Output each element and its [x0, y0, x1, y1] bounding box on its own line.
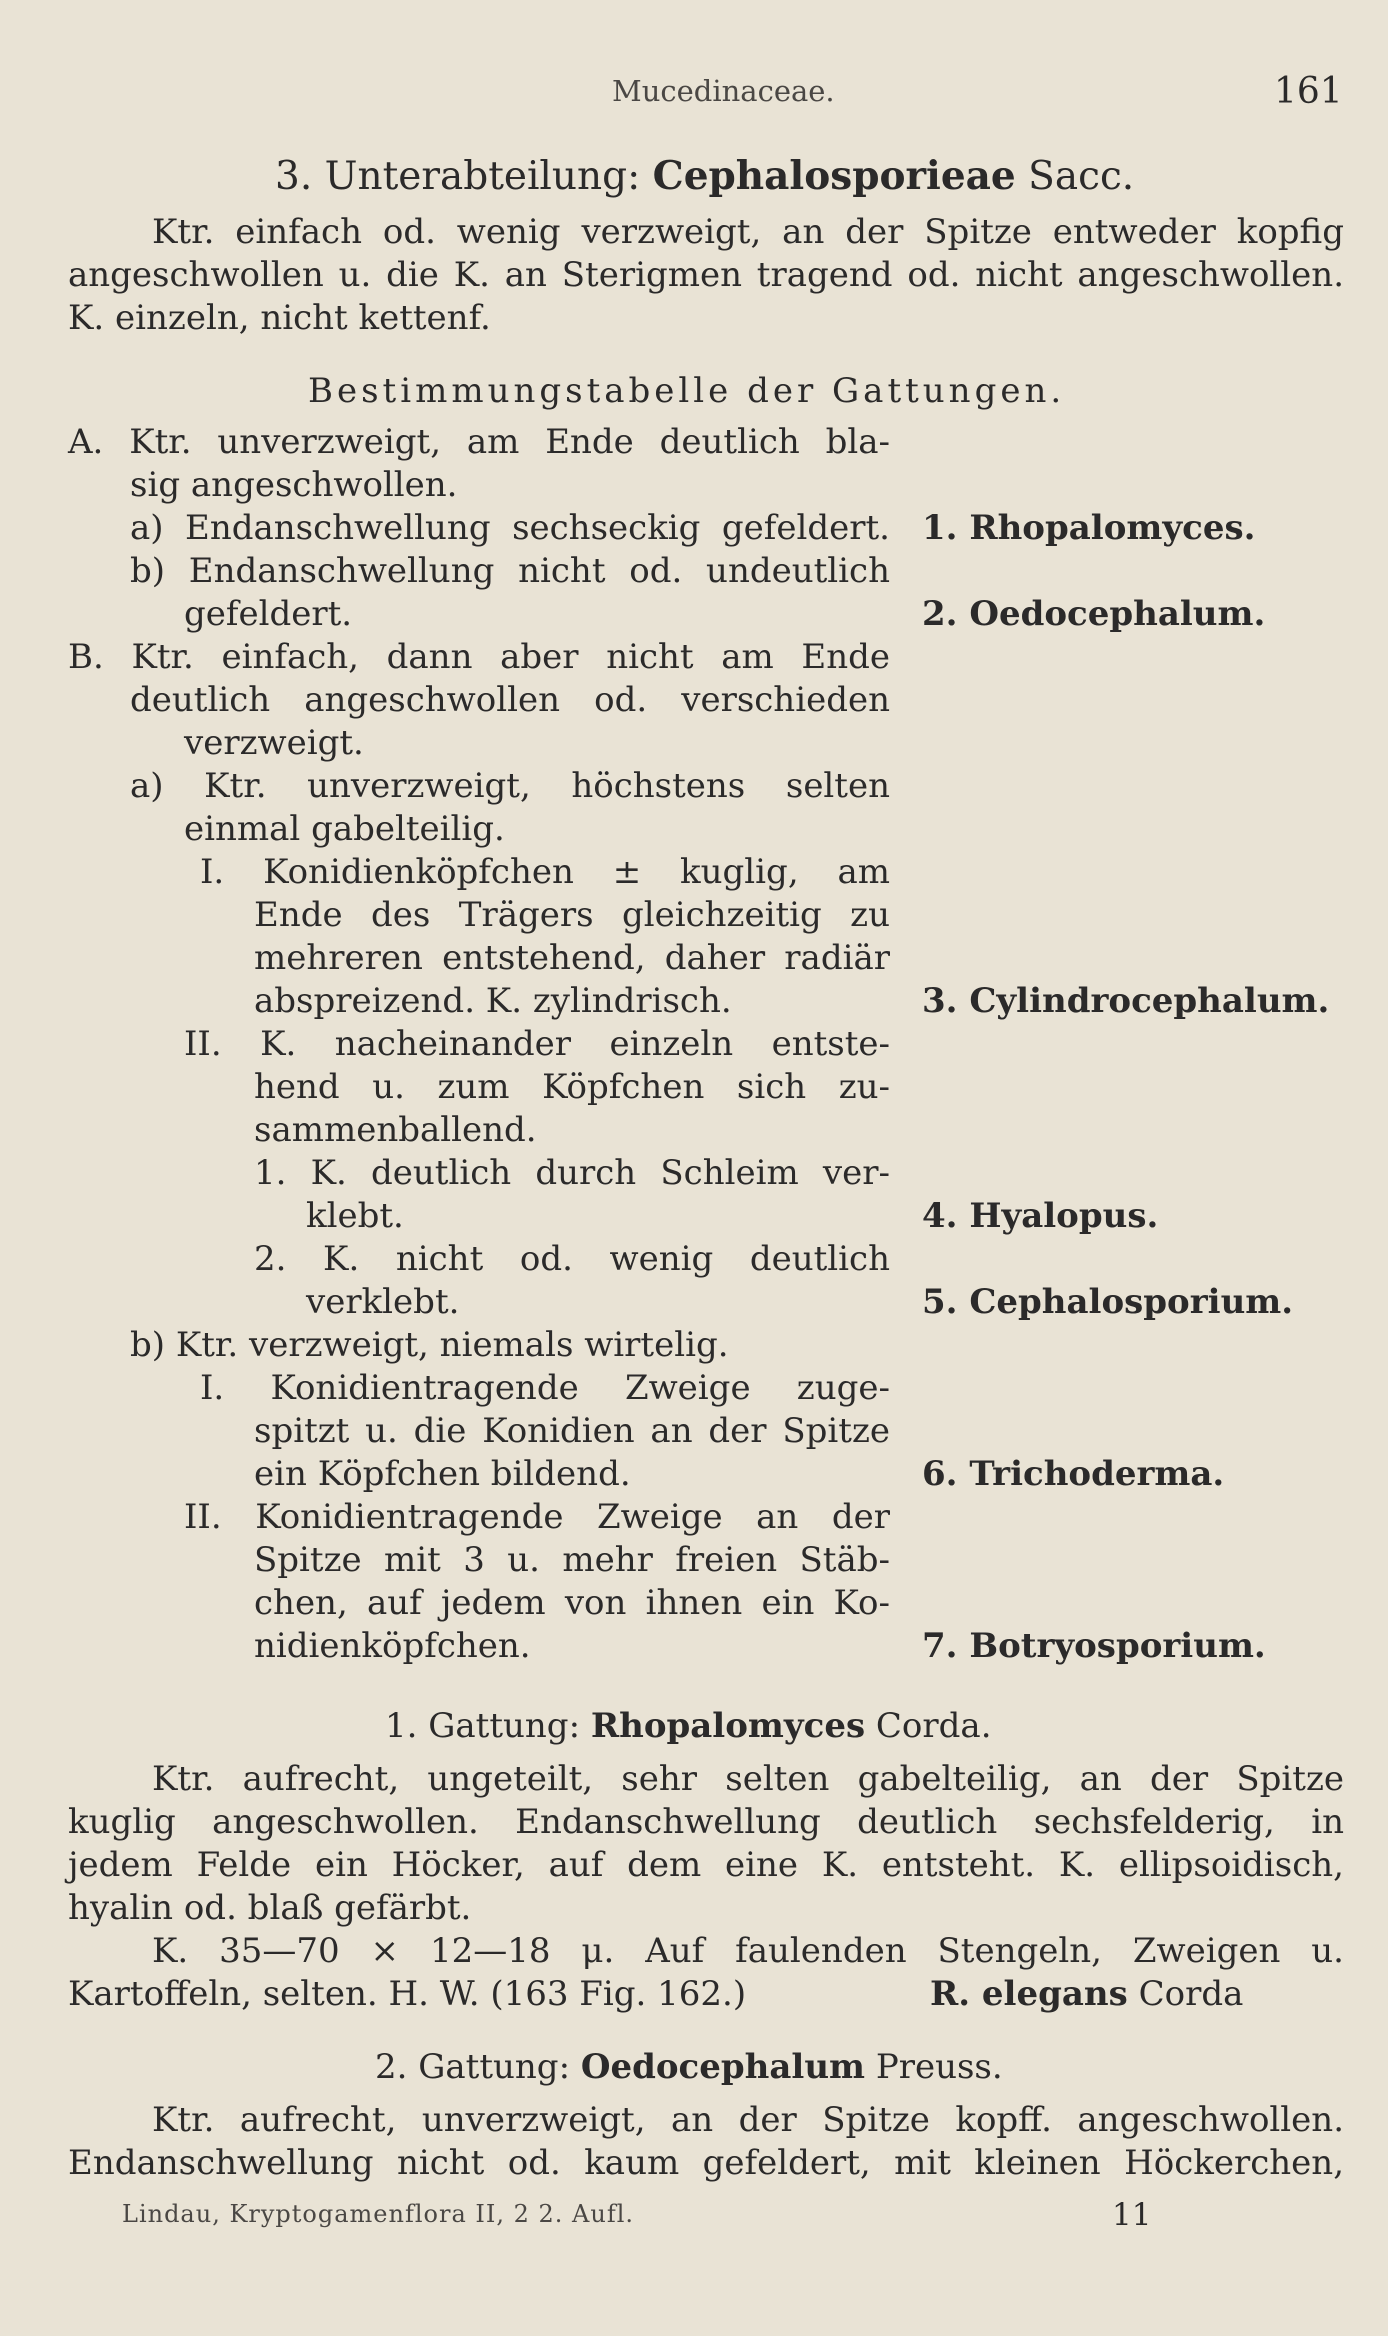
genus-entry: 6. Trichoderma.: [922, 1454, 1225, 1494]
key-line: deutlich angeschwollen od. verschieden: [130, 680, 890, 720]
genus1-line: K. 35—70 × 12—18 μ. Auf faulenden Stengeln, Zweigen u.: [152, 1931, 1344, 1971]
page-number: 161: [1274, 71, 1343, 112]
key-line: Spitze mit 3 u. mehr freien Stäb-: [254, 1540, 890, 1580]
genus1-line: jedem Felde ein Höcker, auf dem eine K. entsteht. K. ellipsoidisch,: [68, 1845, 1344, 1885]
genus2-heading-prefix: 2. Gattung:: [375, 2047, 571, 2087]
key-line: mehreren entstehend, daher radiär: [254, 938, 890, 978]
key-line: b) Ktr. verzweigt, niemals wirtelig.: [130, 1325, 729, 1365]
key-line: Ende des Trägers gleichzeitig zu: [254, 895, 890, 935]
species-author: Corda: [1138, 1974, 1244, 2014]
key-line: nidienköpfchen.: [254, 1626, 531, 1666]
section-heading: [275, 152, 1134, 201]
intro-line: angeschwollen u. die K. an Sterigmen tragend od. nicht angeschwollen.: [68, 255, 1344, 295]
genus1-line: hyalin od. blaß gefärbt.: [68, 1888, 472, 1928]
genus1-line: Kartoffeln, selten. H. W. (163 Fig. 162.): [68, 1974, 747, 2014]
key-line: einmal gabelteilig.: [184, 809, 505, 849]
key-line: a) Endanschwellung sechseckig gefeldert.: [130, 508, 890, 548]
intro-line: Ktr. einfach od. wenig verzweigt, an der Spitze entweder kopfig: [152, 212, 1344, 252]
intro-line: K. einzeln, nicht kettenf.: [68, 298, 491, 338]
key-line: a) Ktr. unverzweigt, höchstens selten: [130, 766, 890, 806]
key-line: klebt.: [306, 1196, 404, 1236]
key-line: ein Köpfchen bildend.: [254, 1454, 631, 1494]
key-line: abspreizend. K. zylindrisch.: [254, 981, 732, 1021]
genus1-line: kuglig angeschwollen. Endanschwellung deutlich sechsfelderig, in: [68, 1802, 1344, 1842]
key-line: gefeldert.: [184, 594, 353, 634]
key-line: spitzt u. die Konidien an der Spitze: [254, 1411, 890, 1451]
running-title: Mucedinaceae.: [612, 74, 835, 108]
key-line: I. Konidientragende Zweige zuge-: [200, 1368, 890, 1408]
genus-entry: 5. Cephalosporium.: [922, 1282, 1294, 1322]
genus-entry: 3. Cylindrocephalum.: [922, 981, 1330, 1021]
key-line: verzweigt.: [184, 723, 364, 763]
sheet-number: 11: [1112, 2197, 1152, 2233]
key-line: sammenballend.: [254, 1110, 537, 1150]
genus1-line: Ktr. aufrecht, ungeteilt, sehr selten gabelteilig, an der Spitze: [152, 1759, 1344, 1799]
genus-entry: 2. Oedocephalum.: [922, 594, 1266, 634]
footer-signature: Lindau, Kryptogamenflora II, 2 2. Aufl.: [122, 2200, 635, 2228]
key-line: 1. K. deutlich durch Schleim ver-: [254, 1153, 890, 1193]
key-title: Bestimmungstabelle der Gattungen.: [308, 371, 1066, 411]
genus1-heading-prefix: 1. Gattung:: [385, 1706, 581, 1746]
genus2-line: Endanschwellung nicht od. kaum gefeldert, mit kleinen Höckerchen,: [68, 2143, 1344, 2183]
genus1-species: [930, 1973, 1243, 2016]
genus2-heading-author: Preuss.: [875, 2047, 1003, 2087]
genus2-heading: [375, 2046, 1003, 2089]
genus1-heading: [385, 1705, 992, 1748]
genus1-heading-author: Corda.: [875, 1706, 992, 1746]
key-line: B. Ktr. einfach, dann aber nicht am Ende: [68, 637, 890, 677]
key-line: I. Konidienköpfchen ± kuglig, am: [200, 852, 890, 892]
genus2-line: Ktr. aufrecht, unverzweigt, an der Spitze kopff. angeschwollen.: [152, 2100, 1344, 2140]
key-line: 2. K. nicht od. wenig deutlich: [254, 1239, 890, 1279]
key-line: b) Endanschwellung nicht od. undeutlich: [130, 551, 890, 591]
key-line: II. K. nacheinander einzeln entste-: [184, 1024, 890, 1064]
key-line: chen, auf jedem von ihnen ein Ko-: [254, 1583, 890, 1623]
genus1-heading-name: Rhopalomyces: [590, 1706, 866, 1746]
key-line: II. Konidientragende Zweige an der: [184, 1497, 890, 1537]
genus-entry: 1. Rhopalomyces.: [922, 508, 1256, 548]
key-line: verklebt.: [306, 1282, 460, 1322]
genus-entry: 4. Hyalopus.: [922, 1196, 1159, 1236]
section-heading-name: Cephalosporieae: [652, 153, 1016, 199]
section-heading-prefix: 3. Unterabteilung:: [275, 154, 641, 199]
key-line: A. Ktr. unverzweigt, am Ende deutlich bla-: [68, 422, 890, 462]
genus2-heading-name: Oedocephalum: [580, 2047, 866, 2087]
key-line: sig angeschwollen.: [130, 465, 458, 505]
key-line: hend u. zum Köpfchen sich zu-: [254, 1067, 890, 1107]
section-heading-author: Sacc.: [1028, 154, 1135, 199]
genus-entry: 7. Botryosporium.: [922, 1626, 1266, 1666]
species-name: R. elegans: [930, 1974, 1128, 2014]
